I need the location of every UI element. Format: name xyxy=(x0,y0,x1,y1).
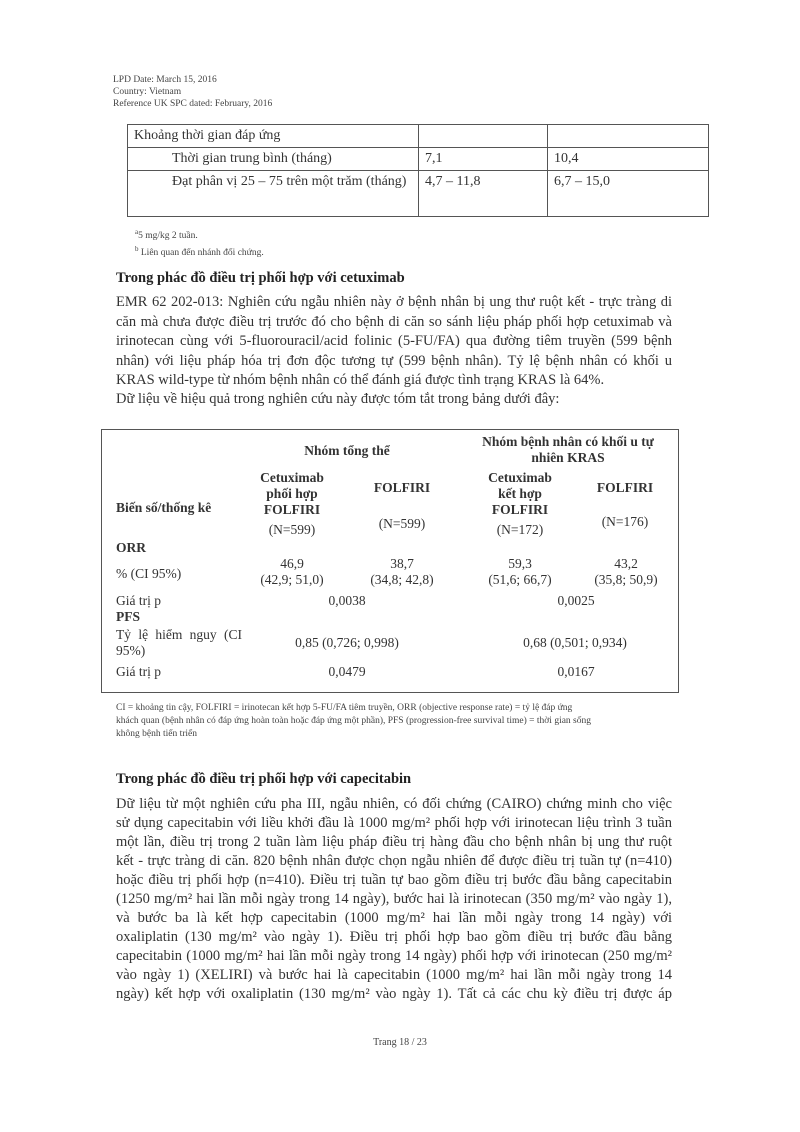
text-line: Dữ liệu về hiệu quả trong nghiên cứu này được tóm tắt trong bảng dưới đây: xyxy=(116,391,560,407)
orr-col3 xyxy=(470,556,570,588)
orr-p-kras: 0,0025 xyxy=(557,593,595,608)
paragraph-capecitabin xyxy=(116,795,672,1004)
text-line: (1250 mg/m² hai lần mỗi ngày trong 14 ngày), bước hai là irinotecan (350 mg/m² vào ngày 1), xyxy=(116,891,672,907)
orr-ci-col1: (42,9; 51,0) xyxy=(260,572,324,587)
table-cell: Khoảng thời gian đáp ứng xyxy=(128,125,419,148)
text-line: hoặc điều trị phối hợp (n=410). Điều trị tuần tự bao gồm điều trị bước đầu bằng capecitabin xyxy=(116,872,672,888)
pfs-p-total: 0,0479 xyxy=(328,664,366,679)
group-header-total: Nhóm tổng thể xyxy=(304,443,390,458)
text-line: EMR 62 202-013: Nghiên cứu ngẫu nhiên này ở bệnh nhân bị ung thư ruột kết - trực tràng di xyxy=(116,294,672,310)
row-label-orr-pct: % (CI 95%) xyxy=(116,566,182,581)
table-cell: 6,7 – 15,0 xyxy=(548,171,709,217)
orr-col4 xyxy=(576,556,676,588)
text-line: và bước ba là kết hợp capecitabin (1000 mg/m² hai lần mỗi ngày trong 14 ngày) với xyxy=(116,910,672,926)
table-cell: Đạt phân vị 25 – 75 trên một trăm (tháng) xyxy=(128,171,419,217)
orr-value-col4: 43,2 xyxy=(614,556,638,571)
efficacy-table xyxy=(101,429,679,693)
page-number: Trang 18 / 23 xyxy=(373,1037,427,1048)
text-line: ngày) kết hợp với oxaliplatin (130 mg/m² vào ngày 1). Tất cả các chu kỳ điều trị được áp xyxy=(116,986,672,1002)
table-cell: 10,4 xyxy=(548,148,709,171)
orr-ci-col2: (34,8; 42,8) xyxy=(370,572,434,587)
header-col2-name: FOLFIRI xyxy=(373,480,431,495)
table-cell: 7,1 xyxy=(419,148,548,171)
table-cell xyxy=(419,125,548,148)
section-heading-cetuximab: Trong phác đồ điều trị phối hợp với cetuximab xyxy=(116,270,405,286)
text-line: KRAS wild-type từ nhóm bệnh nhân có thể đánh giá được tình trạng KRAS là 64%. xyxy=(116,372,605,388)
section-heading-capecitabin: Trong phác đồ điều trị phối hợp với capecitabin xyxy=(116,771,412,787)
footnote-b: $^b$ Liên quan đến nhánh đối chứng. xyxy=(135,245,264,259)
table-row xyxy=(128,148,709,171)
orr-value-col2: 38,7 xyxy=(390,556,414,571)
row-label-pfs-p: Giá trị p xyxy=(116,664,161,679)
table-abbreviations-note xyxy=(116,702,686,741)
row-label-orr-p: Giá trị p xyxy=(116,593,161,608)
text-line: căn mà chưa được điều trị trước đó cho bệnh di căn so sánh liệu pháp phối hợp cetuximab và xyxy=(116,313,672,330)
text-line: capecitabin (1000 mg/m² hai lần mỗi ngày trong 14 ngày) phối hợp với irinotecan (250 mg/m² xyxy=(116,948,672,964)
orr-value-col3: 59,3 xyxy=(508,556,532,571)
row-label-pfs: PFS xyxy=(116,609,141,624)
document-header xyxy=(113,74,272,110)
text-line: một lần, điều trị trong 2 tuần làm liệu pháp điều trị hàng đầu cho bệnh nhân bị ung thư ruột xyxy=(116,834,672,850)
response-duration-table xyxy=(127,124,709,217)
text-line: CI = khoảng tin cậy, FOLFIRI = irinotecan kết hợp 5-FU/FA tiêm truyền, ORR (objective response rate) = tỷ lệ đáp ứng xyxy=(116,703,573,713)
text-line: khách quan (bệnh nhân có đáp ứng hoàn toàn hoặc đáp ứng một phần), PFS (progression-free survival time) = thời gian sống xyxy=(116,716,591,726)
orr-value-col1: 46,9 xyxy=(280,556,304,571)
table-cell xyxy=(548,125,709,148)
row-label-pfs-hr: Tỷ lệ hiểm nguy (CI 95%) xyxy=(116,627,242,658)
text-line: sử dụng capecitabin với liều khởi đầu là 1000 mg/m² phối hợp với irinotecan liệu trình 3 tuần xyxy=(116,815,672,831)
header-col4-name: FOLFIRI xyxy=(596,480,654,495)
paragraph-cetuximab xyxy=(116,293,672,391)
text-line: irinotecan cùng với 5-fluorouracil/acid folinic (5-FU/FA) qua đường tiêm truyền (599 bệnh xyxy=(116,333,672,349)
table-footnotes xyxy=(135,226,264,260)
orr-ci-col4: (35,8; 50,9) xyxy=(594,572,658,587)
table-cell: Thời gian trung bình (tháng) xyxy=(128,148,419,171)
header-col4-n: (N=176) xyxy=(601,514,649,529)
text-line: kết - trực tràng di căn. 820 bệnh nhân được chọn ngẫu nhiên để được điều trị tuần tự (n=410) xyxy=(116,853,672,869)
header-col3-name: Cetuximab kết hợp FOLFIRI xyxy=(488,470,552,517)
orr-ci-col3: (51,6; 66,7) xyxy=(488,572,552,587)
text-line: oxaliplatin (130 mg/m² vào ngày 1). Điều trị phối hợp bao gồm điều trị bước đầu bằng xyxy=(116,929,672,945)
table-row xyxy=(128,171,709,217)
header-country: Country: Vietnam xyxy=(113,87,182,97)
header-lpd-date: LPD Date: March 15, 2016 xyxy=(113,75,217,85)
orr-p-total: 0,0038 xyxy=(328,593,366,608)
text-line: Dữ liệu từ một nghiên cứu pha III, ngẫu nhiên, có đối chứng (CAIRO) chứng minh cho việc xyxy=(116,796,672,812)
row-label-orr: ORR xyxy=(116,540,146,555)
orr-col2 xyxy=(352,556,452,588)
paragraph-table-intro xyxy=(116,390,672,410)
pfs-hr-total: 0,85 (0,726; 0,998) xyxy=(295,635,399,650)
header-col1-name: Cetuximab phối hợp FOLFIRI xyxy=(260,470,324,517)
group-header-kras: Nhóm bệnh nhân có khối u tự nhiên KRAS xyxy=(482,434,654,465)
footnote-a: $^a$5 mg/kg 2 tuần. xyxy=(135,228,198,242)
orr-col1 xyxy=(242,556,342,588)
table-cell: 4,7 – 11,8 xyxy=(419,171,548,217)
pfs-p-kras: 0,0167 xyxy=(557,664,595,679)
text-line: không bệnh tiến triển xyxy=(116,729,197,739)
text-line: vào ngày 1) (XELIRI) và bước hai là capecitabin (1000 mg/m² hai lần mỗi ngày trong 14 xyxy=(116,967,672,983)
header-col3-n: (N=172) xyxy=(496,522,544,537)
table-row xyxy=(128,125,709,148)
header-variable: Biến số/thống kê xyxy=(116,500,212,515)
text-line: nhân) với liệu pháp hóa trị đơn độc tương tự (599 bệnh nhân). Tỷ lệ bệnh nhân có khối u xyxy=(116,352,672,369)
header-col2-n: (N=599) xyxy=(378,516,426,531)
header-reference: Reference UK SPC dated: February, 2016 xyxy=(113,99,273,109)
pfs-hr-kras: 0,68 (0,501; 0,934) xyxy=(523,635,627,650)
header-col1-n: (N=599) xyxy=(268,522,316,537)
